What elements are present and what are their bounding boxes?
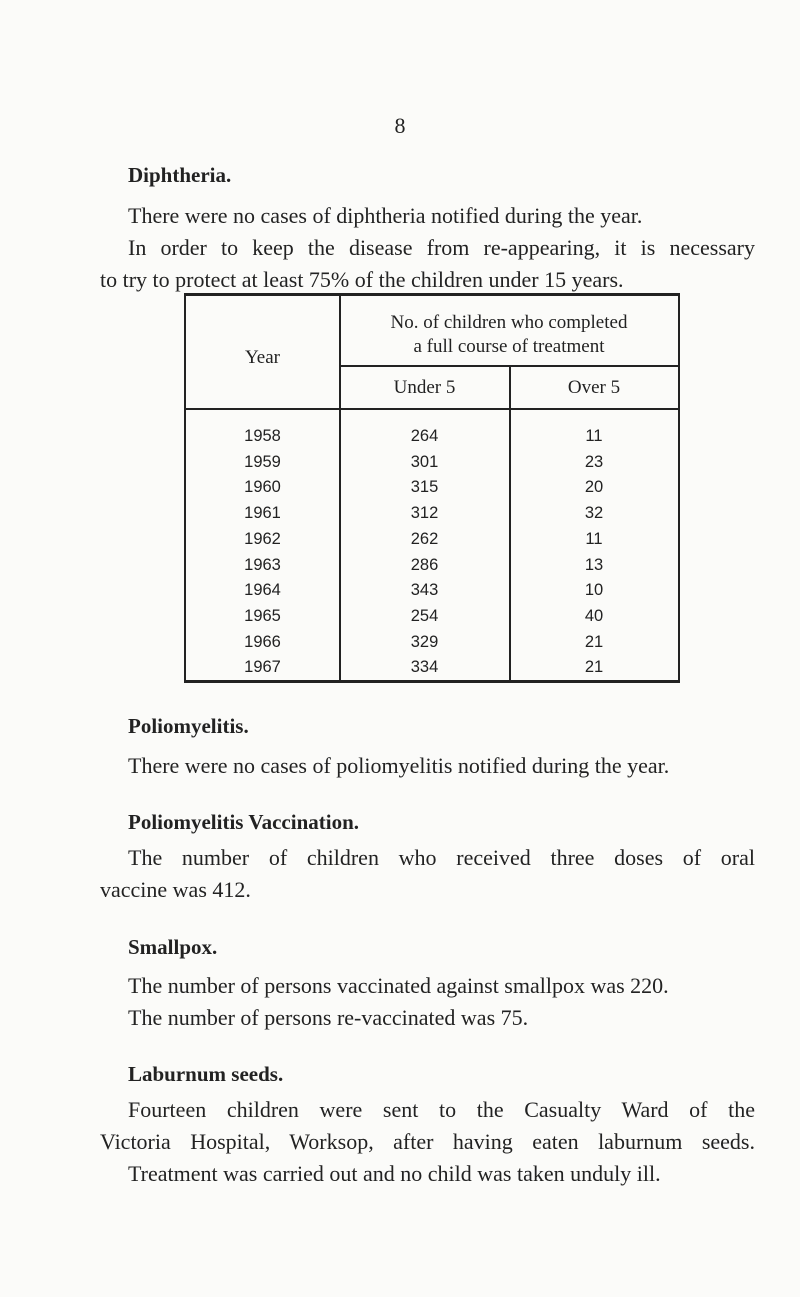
row-under5: 262 xyxy=(410,529,439,548)
poliomyelitis-heading: Poliomyelitis. xyxy=(128,714,249,738)
row-year: 1963 xyxy=(244,555,281,574)
row-year: 1966 xyxy=(244,632,281,651)
page-number: 8 xyxy=(394,113,406,138)
year-column-header: Year xyxy=(244,347,280,368)
diphtheria-heading: Diphtheria. xyxy=(128,163,232,187)
row-year: 1959 xyxy=(244,452,281,471)
row-year: 1967 xyxy=(244,658,281,677)
table-header-divider xyxy=(184,408,680,410)
laburnum-paragraph xyxy=(100,1094,755,1158)
row-year: 1961 xyxy=(244,504,281,523)
row-under5: 334 xyxy=(410,658,439,677)
row-year: 1960 xyxy=(244,478,281,497)
laburnum-text-line2: Victoria Hospital, Worksop, after having eaten laburnum seeds. xyxy=(100,1129,755,1154)
row-year: 1962 xyxy=(244,529,281,548)
row-under5: 329 xyxy=(410,632,439,651)
row-over5: 21 xyxy=(584,632,604,651)
row-year: 1964 xyxy=(244,581,281,600)
row-over5: 10 xyxy=(584,581,604,600)
table-top-border xyxy=(184,293,680,296)
diphtheria-text-line3: to try to protect at least 75% of the children under 15 years. xyxy=(100,267,624,292)
smallpox-text-line2: The number of persons re-vaccinated was 75. xyxy=(128,1005,529,1030)
table-bottom-border xyxy=(184,680,680,683)
row-under5: 343 xyxy=(410,581,439,600)
laburnum-text-line3: Treatment was carried out and no child was taken unduly ill. xyxy=(128,1161,661,1186)
polio-vaccination-paragraph xyxy=(100,842,755,906)
over5-column-header: Over 5 xyxy=(567,377,621,398)
row-year: 1958 xyxy=(244,427,281,445)
polio-vaccination-text-line2: vaccine was 412. xyxy=(100,877,251,902)
row-year: 1965 xyxy=(244,606,281,625)
diphtheria-paragraph xyxy=(100,232,755,296)
diphtheria-text-line1: There were no cases of diphtheria notified during the year. xyxy=(128,203,643,228)
row-over5: 32 xyxy=(584,504,604,523)
under5-column-header: Under 5 xyxy=(393,377,456,398)
polio-vaccination-text-line1: The number of children who received three doses of oral xyxy=(128,845,755,870)
vaccination-table xyxy=(184,293,680,683)
polio-vaccination-heading: Poliomyelitis Vaccination. xyxy=(128,810,359,834)
smallpox-heading: Smallpox. xyxy=(128,935,218,959)
poliomyelitis-text-line1: There were no cases of poliomyelitis notified during the year. xyxy=(128,753,670,778)
row-under5: 264 xyxy=(410,427,439,445)
laburnum-text-line1: Fourteen children were sent to the Casualty Ward of the xyxy=(128,1097,755,1122)
group-header-line2: a full course of treatment xyxy=(413,336,605,357)
row-under5: 254 xyxy=(410,606,439,625)
row-over5: 20 xyxy=(584,478,604,497)
smallpox-text-line1: The number of persons vaccinated against smallpox was 220. xyxy=(128,973,669,998)
laburnum-heading: Laburnum seeds. xyxy=(128,1062,284,1086)
row-over5: 40 xyxy=(584,606,604,625)
diphtheria-text-line2: In order to keep the disease from re-appearing, it is necessary xyxy=(128,235,755,260)
row-over5: 23 xyxy=(584,452,604,471)
row-over5: 11 xyxy=(585,427,603,445)
row-over5: 21 xyxy=(584,658,604,677)
row-over5: 11 xyxy=(585,529,603,548)
row-under5: 286 xyxy=(410,555,439,574)
table-right-border xyxy=(678,293,680,683)
row-under5: 315 xyxy=(410,478,439,497)
group-header-line1: No. of children who completed xyxy=(390,312,628,333)
row-under5: 301 xyxy=(410,452,439,471)
row-over5: 13 xyxy=(584,555,604,574)
row-under5: 312 xyxy=(410,504,439,523)
